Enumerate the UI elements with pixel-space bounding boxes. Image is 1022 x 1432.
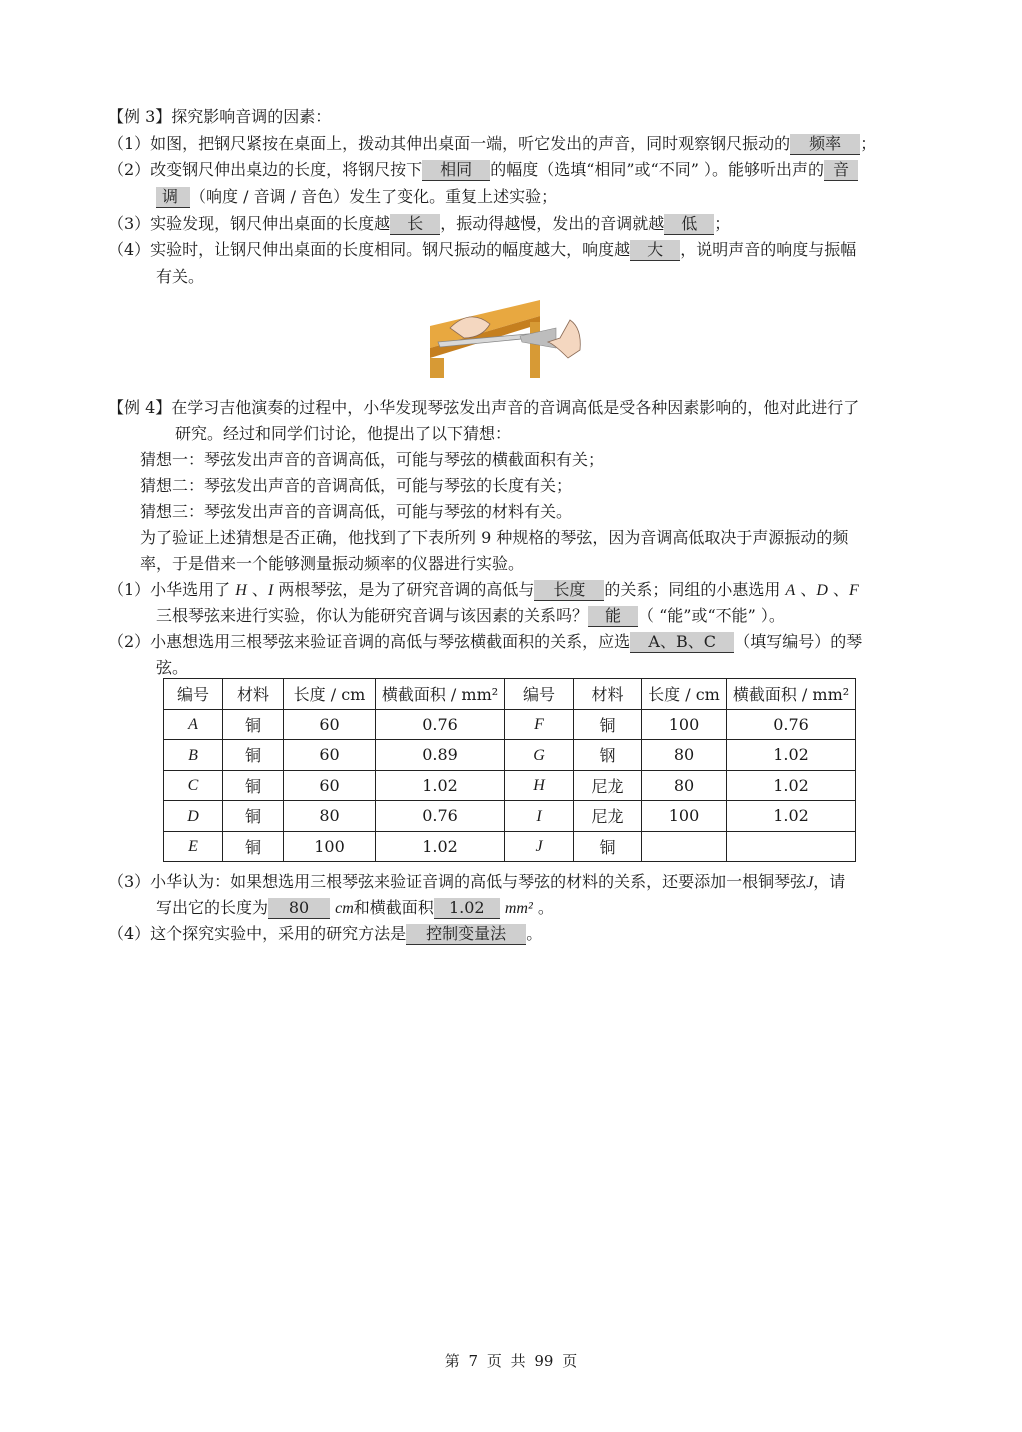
- cell: 铜: [574, 709, 642, 740]
- cell: 铜: [223, 770, 284, 801]
- answer-blank: 频率: [790, 134, 860, 155]
- cell: 100: [284, 831, 376, 862]
- q3-text-mid: ，振动得越慢，发出的音调就越: [440, 214, 665, 233]
- q1-text-mid2: 的关系；同组的小惠选用: [604, 580, 786, 599]
- cell-id: [164, 801, 223, 832]
- answer-blank: 调: [156, 187, 190, 208]
- cell-id-text: A: [188, 716, 198, 734]
- cell-id-text: C: [187, 777, 199, 795]
- cell-id: [164, 740, 223, 771]
- cell: [642, 831, 727, 862]
- cell: 1.02: [376, 831, 505, 862]
- q1-text-cont: 三根琴弦来进行实验，你认为能研究音调与该因素的关系吗？: [156, 606, 589, 625]
- example3-title: 【例 3】探究影响音调的因素：: [108, 107, 332, 126]
- col-header: 材料: [574, 679, 642, 710]
- guess-1: 猜想一：琴弦发出声音的音调高低，可能与琴弦的横截面积有关；: [140, 450, 605, 469]
- cell: 60: [284, 740, 376, 771]
- cell-id-text: E: [188, 838, 198, 856]
- ex4-intro-cont: 研究。经过和同学们讨论，他提出了以下猜想：: [175, 424, 512, 443]
- var-h: H: [235, 582, 247, 599]
- var-j: J: [806, 874, 814, 891]
- col-header: 编号: [505, 679, 574, 710]
- answer-blank: 低: [664, 214, 714, 235]
- cell-id-text: I: [536, 807, 542, 825]
- cell: 钢: [574, 740, 642, 771]
- cell-id: [505, 770, 574, 801]
- var-d: D: [816, 582, 828, 599]
- cell: [727, 831, 856, 862]
- cell-id-text: B: [188, 746, 198, 764]
- ex4-question1-cont: [156, 603, 968, 629]
- q3-text-cont: 写出它的长度为: [156, 898, 269, 917]
- cell: 铜: [223, 831, 284, 862]
- ex4-question2: [108, 629, 920, 655]
- cell-id: [164, 770, 223, 801]
- q4-text: （4）实验时，让钢尺伸出桌面的长度相同。钢尺振动的幅度越大，响度越: [108, 240, 631, 259]
- q2-text: （2）小惠想选用三根琴弦来验证音调的高低与琴弦横截面积的关系，应选: [108, 632, 631, 651]
- cell: 0.76: [727, 709, 856, 740]
- q1-text: （1）小华选用了: [108, 580, 236, 599]
- cell-id-text: H: [533, 777, 545, 795]
- q3-text-mid: 和横截面积: [353, 898, 434, 917]
- cell-id-text: G: [533, 746, 545, 764]
- strings-table: [163, 678, 856, 862]
- ex4-question4: [108, 921, 920, 947]
- answer-blank: 控制变量法: [406, 924, 526, 945]
- guess-2: 猜想二：琴弦发出声音的音调高低，可能与琴弦的长度有关；: [140, 476, 573, 495]
- cell: 铜: [574, 831, 642, 862]
- ex3-question4-cont: 有关。: [156, 267, 205, 286]
- table-header-row: [164, 679, 856, 710]
- table-row: [164, 831, 856, 862]
- var-a: A: [785, 582, 796, 599]
- col-header: 长度 / cm: [642, 679, 727, 710]
- cell-id-text: D: [187, 807, 199, 825]
- ex4-question2-cont: 弦。: [156, 658, 189, 677]
- cell: 铜: [223, 740, 284, 771]
- ex4-question3-cont: [156, 895, 968, 922]
- cell: 0.76: [376, 709, 505, 740]
- cell-id-text: F: [534, 716, 544, 734]
- answer-blank: 大: [630, 240, 680, 261]
- table-row: [164, 770, 856, 801]
- cell: 80: [642, 770, 727, 801]
- verify-text: 为了验证上述猜想是否正确，他找到了下表所列 9 种规格的琴弦，因为音调高低取决于声源振动的频: [140, 528, 849, 547]
- q1-text: （1）如图，把钢尺紧按在桌面上，拨动其伸出桌面一端，听它发出的声音，同时观察钢尺振动的: [108, 134, 791, 153]
- q2-text-mid: 的幅度（选填“相同”或“不同” ）。能够听出声的: [490, 160, 824, 179]
- cell: 0.89: [376, 740, 505, 771]
- q1-text-end: （ “能”或“不能” ）。: [638, 606, 785, 625]
- answer-blank: 相同: [422, 160, 490, 181]
- ruler-experiment-figure: [430, 298, 590, 378]
- cell-id: [505, 831, 574, 862]
- ex4-intro: 【例 4】在学习吉他演奏的过程中，小华发现琴弦发出声音的音调高低是受各种因素影响的，他对此进行了: [108, 398, 860, 417]
- answer-blank: 长度: [534, 580, 604, 601]
- guess-3: 猜想三：琴弦发出声音的音调高低，可能与琴弦的材料有关。: [140, 502, 573, 521]
- q4-text-end: ，说明声音的响度与振幅: [680, 240, 857, 259]
- cell: 尼龙: [574, 770, 642, 801]
- ex4-question1: [108, 577, 920, 604]
- q4-text: （4）这个探究实验中，采用的研究方法是: [108, 924, 407, 943]
- ex3-question2: [108, 157, 920, 183]
- q3-text: （3）实验发现，钢尺伸出桌面的长度越: [108, 214, 391, 233]
- cell: 0.76: [376, 801, 505, 832]
- q2-text-end: （填写编号）的琴: [734, 632, 863, 651]
- cell-id: [164, 709, 223, 740]
- answer-blank: 1.02: [434, 898, 500, 919]
- cell-id-text: J: [535, 838, 543, 856]
- col-header: 横截面积 / mm²: [376, 679, 505, 710]
- table-row: [164, 709, 856, 740]
- cell: 1.02: [727, 770, 856, 801]
- punct: 、: [827, 580, 849, 599]
- col-header: 材料: [223, 679, 284, 710]
- cell: 60: [284, 770, 376, 801]
- answer-blank: A、B、C: [630, 632, 734, 653]
- col-header: 横截面积 / mm²: [727, 679, 856, 710]
- q3-text-end: ，请: [813, 872, 846, 891]
- punct: ；: [860, 134, 877, 153]
- punct: 、: [795, 580, 817, 599]
- cell-id: [505, 801, 574, 832]
- q2-text-end: （响度 / 音调 / 音色）发生了变化。重复上述实验；: [190, 187, 558, 206]
- answer-blank: 长: [390, 214, 440, 235]
- unit-mm2: mm²: [504, 900, 533, 917]
- punct: 。: [526, 924, 543, 943]
- var-f: F: [848, 582, 859, 599]
- cell: 60: [284, 709, 376, 740]
- answer-blank: 80: [268, 898, 330, 919]
- cell: 1.02: [727, 740, 856, 771]
- cell-id: [505, 740, 574, 771]
- ex3-question3: [108, 211, 920, 237]
- cell: 100: [642, 709, 727, 740]
- cell: 1.02: [376, 770, 505, 801]
- verify-text-cont: 率，于是借来一个能够测量振动频率的仪器进行实验。: [140, 554, 525, 573]
- q3-text: （3）小华认为：如果想选用三根琴弦来验证音调的高低与琴弦的材料的关系，还要添加一根铜琴弦: [108, 872, 807, 891]
- var-i: I: [267, 582, 274, 599]
- q1-text-mid: 两根琴弦，是为了研究音调的高低与: [273, 580, 535, 599]
- ex4-question3: [108, 869, 920, 896]
- answer-blank: 音: [824, 160, 858, 181]
- punct: ；: [714, 214, 731, 233]
- punct: 、: [246, 580, 268, 599]
- cell-id: [164, 831, 223, 862]
- q2-text: （2）改变钢尺伸出桌边的长度，将钢尺按下: [108, 160, 423, 179]
- table-row: [164, 801, 856, 832]
- unit-cm: cm: [335, 900, 354, 917]
- page-footer: 第 7 页 共 99 页: [444, 1352, 578, 1370]
- cell: 尼龙: [574, 801, 642, 832]
- punct: 。: [537, 898, 554, 917]
- answer-blank: 能: [588, 606, 638, 627]
- cell: 80: [642, 740, 727, 771]
- cell: 铜: [223, 709, 284, 740]
- cell-id: [505, 709, 574, 740]
- ex3-question2-cont: [156, 184, 968, 210]
- ex3-question4: [108, 237, 920, 263]
- cell: 1.02: [727, 801, 856, 832]
- col-header: 编号: [164, 679, 223, 710]
- ex3-question1: [108, 131, 920, 157]
- col-header: 长度 / cm: [284, 679, 376, 710]
- cell: 铜: [223, 801, 284, 832]
- cell: 80: [284, 801, 376, 832]
- table-row: [164, 740, 856, 771]
- cell: 100: [642, 801, 727, 832]
